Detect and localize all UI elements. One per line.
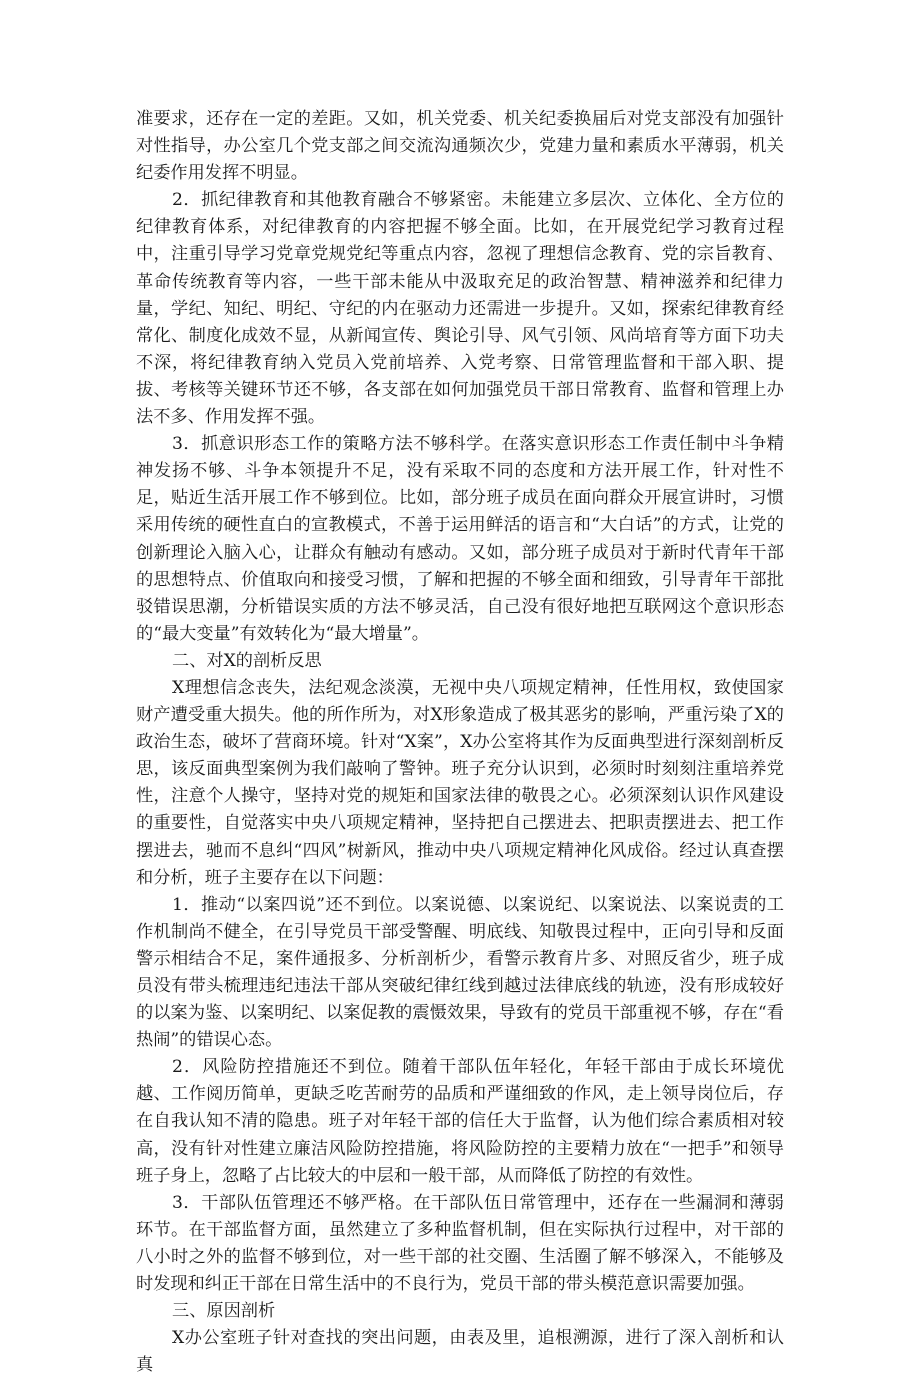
- paragraph-discipline-education: 2．抓纪律教育和其他教育融合不够紧密。未能建立多层次、立体化、全方位的纪律教育体系，对纪律教育的内容把握不够全面。比如，在开展党纪学习教育过程中，注重引导学习党章党规党纪等重点内容，忽视了理想信念教育、党的宗旨教育、革命传统教育等内容，一些干部未能从中汲取充足的政治智慧、精神滋养和纪律力量，学纪、知纪、明纪、守纪的内在驱动力还需进一步提升。又如，探索纪律教育经常化、制度化成效不显，从新闻宣传、舆论引导、风气引领、风尚培育等方面下功夫不深，将纪律教育纳入党员入党前培养、入党考察、日常管理监督和干部入职、提拔、考核等关键环节还不够，各支部在如何加强党员干部日常教育、监督和管理上办法不多、作用发挥不强。: [136, 190, 784, 428]
- document-body: [136, 106, 784, 1379]
- section-heading-cause-analysis: 三、原因剖析: [172, 1301, 276, 1322]
- paragraph-risk-control: 2．风险防控措施还不到位。随着干部队伍年轻化，年轻干部由于成长环境优越、工作阅历简单，更缺乏吃苦耐劳的品质和严谨细致的作风，走上领导岗位后，存在自我认知不清的隐患。班子对年轻干部的信任大于监督，认为他们综合素质相对较高，没有针对性建立廉洁风险防控措施，将风险防控的主要精力放在“一把手”和领导班子身上，忽略了占比较大的中层和一般干部，从而降低了防控的有效性。: [136, 1057, 784, 1186]
- paragraph-continuation: 准要求，还存在一定的差距。又如，机关党委、机关纪委换届后对党支部没有加强针对性指导，办公室几个党支部之间交流沟通频次少，党建力量和素质水平薄弱，机关纪委作用发挥不明显。: [136, 109, 784, 184]
- paragraph-cause-analysis-intro: X办公室班子针对查找的突出问题，由表及里，追根溯源，进行了深入剖析和认真: [136, 1328, 784, 1376]
- paragraph-ideology-work: 3．抓意识形态工作的策略方法不够科学。在落实意识形态工作责任制中斗争精神发扬不够、斗争本领提升不足，没有采取不同的态度和方法开展工作，针对性不足，贴近生活开展工作不够到位。比如，部分班子成员在面向群众开展宣讲时，习惯采用传统的硬性直白的宣教模式，不善于运用鲜活的语言和“大白话”的方式，让党的创新理论入脑入心，让群众有触动有感动。又如，部分班子成员对于新时代青年干部的思想特点、价值取向和接受习惯，了解和把握的不够全面和细致，引导青年干部批驳错误思潮，分析错误实质的方法不够灵活，自己没有很好地把互联网这个意识形态的“最大变量”有效转化为“最大增量”。: [136, 434, 784, 644]
- paragraph-cadre-management: 3．干部队伍管理还不够严格。在干部队伍日常管理中，还存在一些漏洞和薄弱环节。在干部监督方面，虽然建立了多种监督机制，但在实际执行过程中，对干部的八小时之外的监督不够到位，对一些干部的社交圈、生活圈了解不够深入，不能够及时发现和纠正干部在日常生活中的不良行为，党员干部的带头模范意识需要加强。: [136, 1192, 784, 1295]
- paragraph-case-four-talks: 1．推动“以案四说”还不到位。以案说德、以案说纪、以案说法、以案说责的工作机制尚不健全，在引导党员干部受警醒、明底线、知敬畏过程中，正向引导和反面警示相结合不足，案件通报多、分析剖析少，看警示教育片多、对照反省少，班子成员没有带头梳理违纪违法干部从突破纪律红线到越过法律底线的轨迹，没有形成较好的以案为鉴、以案明纪、以案促教的震慑效果，导致有的党员干部重视不够，存在“看热闹”的错误心态。: [136, 894, 784, 1051]
- paragraph-case-reflection: X理想信念丧失，法纪观念淡漠，无视中央八项规定精神，任性用权，致使国家财产遭受重大损失。他的所作所为，对X形象造成了极其恶劣的影响，严重污染了X的政治生态，破坏了营商环境。针对“X案”，X办公室将其作为反面典型进行深刻剖析反思，该反面典型案例为我们敲响了警钟。班子充分认识到，必须时时刻刻注重培养党性，注意个人操守，坚持对党的规矩和国家法律的敬畏之心。必须深刻认识作风建设的重要性，自觉落实中央八项规定精神，坚持把自己摆进去、把职责摆进去、把工作摆进去，驰而不息纠“四风”树新风，推动中央八项规定精神化风成俗。经过认真查摆和分析，班子主要存在以下问题：: [136, 677, 784, 888]
- section-heading-reflection: 二、对X的剖析反思: [172, 650, 322, 671]
